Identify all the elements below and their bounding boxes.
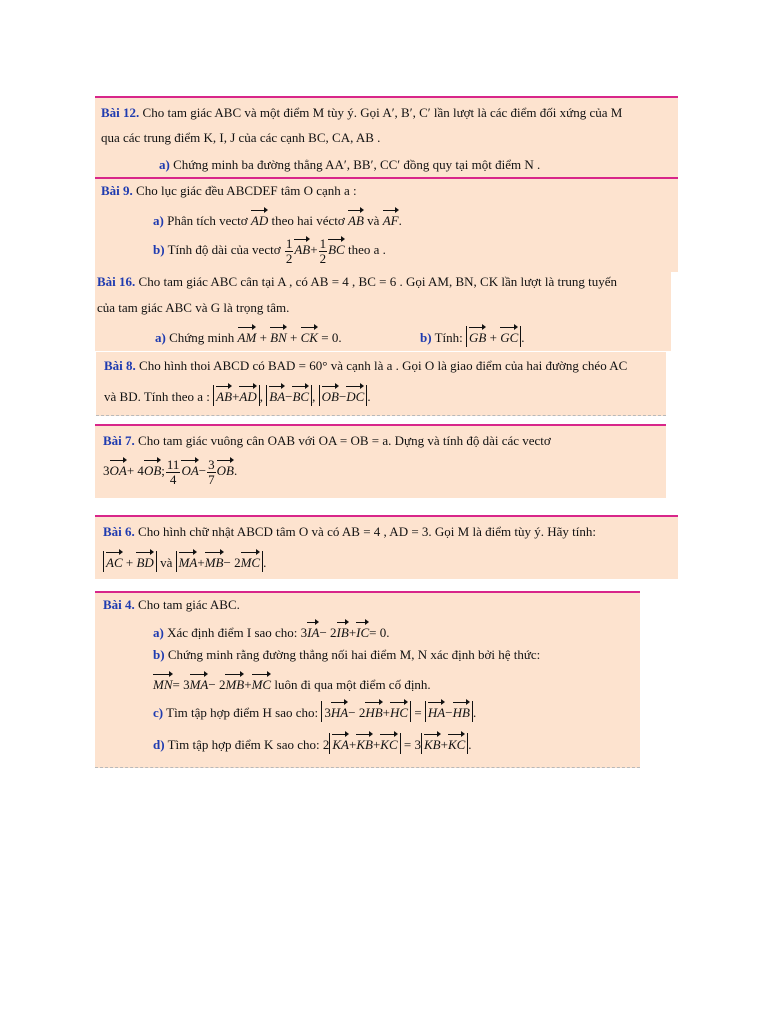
vector: AB [348,209,364,230]
exercise-4-part-b [153,646,540,664]
part-label: b) [153,242,165,258]
vector: AD [239,385,256,406]
exercise-text: Cho hình thoi ABCD có BAD = 60° và cạnh là a . Gọi O là giao điểm của hai đường chéo AC [139,358,628,373]
exercise-16-line1 [97,273,617,291]
fraction [319,237,328,265]
vector: OB [322,385,339,406]
vector: MC [241,551,261,572]
part-text: Tính độ dài của vectơ [167,242,281,258]
fraction [285,237,294,265]
part-label: b) [420,330,432,345]
exercise-12-part-a [159,156,540,174]
absolute-value [321,701,411,722]
exercise-6-line1 [103,523,596,541]
operator: − [445,705,453,720]
operator: + [197,555,205,570]
denominator: 2 [285,250,293,266]
numerator: 1 [319,236,327,251]
operator: + [310,242,318,258]
part-text: theo hai véctơ [271,213,345,228]
absolute-value [319,385,368,406]
denominator: 7 [208,471,215,487]
exercise-4-line1 [103,596,240,614]
exercise-text: Cho tam giác ABC. [138,597,240,612]
exercise-16-part-b [420,326,525,347]
exercise-16-line2: của tam giác ABC và G là trọng tâm. [97,300,290,315]
part-text: Phân tích vectơ [167,213,248,228]
exercise-text: Cho hình chữ nhật ABCD tâm O và có AB = 4 , AD = 3. Gọi M là điểm tùy ý. Hãy tính: [138,524,596,539]
part-text: Chứng minh rằng đường thẳng nối hai điểm M, N xác định bởi hệ thức: [167,647,541,662]
vector: GC [500,326,518,347]
part-label: c) [153,705,164,720]
coefficient: − 2 [348,705,366,720]
part-text: luôn đi qua một điểm cố định. [274,677,431,692]
vector: HB [453,701,470,722]
numerator: 1 [285,236,293,251]
exercise-6-card [95,515,678,579]
punct: . [263,555,267,570]
vector: BD [136,551,153,572]
fraction [166,458,181,486]
exercise-16-card [95,271,671,351]
exercise-label: Bài 9. [101,183,133,198]
vector: KC [448,733,465,754]
denominator: 2 [319,250,327,266]
operator: + [125,555,134,570]
vector: MB [225,673,244,694]
vector: MB [205,551,224,572]
operator: + [372,737,381,752]
exercise-9-part-a [153,209,402,230]
coefficient: + 4 [126,463,144,479]
vector: MA [179,551,198,572]
part-text: Chứng minh [169,330,235,345]
vector: MC [252,673,272,694]
operator: − [198,463,207,479]
operator: − 2 [223,555,241,570]
exercise-7-card [95,424,666,498]
exercise-label: Bài 8. [104,358,136,373]
conjunction: và [160,555,173,570]
exercise-text: Cho lục giác đều ABCDEF tâm O cạnh a : [136,183,357,198]
coefficient: 2 [322,737,330,752]
vector: KA [332,733,349,754]
vector: HB [365,701,382,722]
absolute-value [213,385,260,406]
punct: . [521,330,525,345]
exercise-16-part-a: a) Chứng minh AM + BN + CK = 0. [155,326,342,347]
part-label: a) [155,330,166,345]
vector: IC [356,621,369,642]
vector: IB [337,621,349,642]
vector: BN [270,326,287,347]
coefficient: 3 [103,463,110,479]
punct: . [233,463,238,479]
numerator: 3 [208,457,215,472]
vector: HC [390,701,408,722]
exercise-4-part-d [153,733,472,754]
exercise-7-line2 [103,458,237,486]
exercise-12-card [95,96,678,178]
vector: AB [216,385,232,406]
vector: MN [153,673,173,694]
exercise-text: và BD. Tính theo a : [104,389,210,404]
vector: IA [307,621,319,642]
operator: + [232,389,240,404]
vector: OA [181,459,198,480]
exercise-text: Cho tam giác vuông cân OAB với OA = OB = a. Dựng và tính độ dài các vectơ [138,433,551,448]
vector: OA [110,459,127,480]
vector: AB [294,238,310,259]
exercise-label: Bài 16. [97,274,136,289]
vector: HA [428,701,445,722]
exercise-text: Cho tam giác ABC cân tại A , có AB = 4 , BC = 6 . Gọi AM, BN, CK lần lượt là trung tuyến [138,274,618,289]
absolute-value [176,551,267,572]
coefficient: = 3 [172,677,190,692]
operator: + [382,705,391,720]
absolute-value [266,385,312,406]
punct: . [386,625,390,640]
exercise-4-part-c [153,701,476,722]
vector: OB [217,459,234,480]
part-label: d) [153,737,165,752]
exercise-9-part-b [153,237,386,265]
exercise-8-line2: và BD. Tính theo a : AB+AD , BA−BC , OB−DC . [104,385,371,406]
vector: BC [292,385,309,406]
absolute-value [425,701,473,722]
part-text: Tìm tập hợp điểm K sao cho: [167,737,320,752]
vector: GB [469,326,486,347]
vector: AD [251,209,268,230]
absolute-value [103,551,157,572]
coefficient: 3 [324,705,331,720]
exercise-4-part-a [153,621,390,642]
part-label: b) [153,647,165,662]
punct: . [338,330,342,345]
vector: OB [144,459,161,480]
coefficient: 3 [300,625,308,640]
denominator: 4 [169,471,177,487]
operator: − [338,389,347,404]
exercise-6-line2 [103,551,266,572]
exercise-label: Bài 12. [101,105,140,120]
vector: HA [331,701,348,722]
exercise-label: Bài 6. [103,524,135,539]
numerator: 11 [166,457,180,472]
vector: CK [301,326,318,347]
coefficient: − 2 [208,677,226,692]
part-text: và [367,213,380,228]
part-text: Chứng minh ba đường thẳng AA′, BB′, CC′ đồng quy tại một điểm N . [173,157,541,172]
absolute-value [329,733,400,754]
exercise-label: Bài 7. [103,433,135,448]
equation-rhs: = 0 [321,330,339,345]
exercise-8-line1 [104,357,627,375]
operator: + [348,737,357,752]
part-label: a) [153,625,164,640]
part-label: a) [153,213,164,228]
exercise-4-part-b-formula [153,673,431,694]
operator: + [348,625,357,640]
vector: AF [383,209,399,230]
separator: ; [161,463,165,479]
punct: . [468,737,472,752]
exercise-4-card [95,593,640,768]
part-label: a) [159,157,170,172]
operator: − [285,389,293,404]
exercise-7-line1 [103,432,551,450]
part-text: theo a . [347,242,386,258]
punct: . [472,705,477,720]
vector: KC [380,733,397,754]
fraction [207,458,216,486]
vector: KB [356,733,373,754]
vector: BC [328,238,345,259]
part-text: Tính: [434,330,463,345]
vector: AM [238,326,257,347]
vector: DC [346,385,364,406]
operator: + [244,677,252,692]
vector: KB [424,733,441,754]
exercise-12-line1 [101,104,622,122]
equation-rhs: = 0 [369,625,387,640]
punct: . [398,213,402,228]
vector: BA [269,385,285,406]
coefficient: = 3 [403,737,421,752]
coefficient: − 2 [319,625,337,640]
vector: MA [190,673,209,694]
vector: AC [106,551,123,572]
exercise-8-card [96,352,666,416]
exercise-text: Cho tam giác ABC và một điểm M tùy ý. Gọi A′, B′, C′ lần lượt là các điểm đối xứng của M [142,105,623,120]
part-text: Xác định điểm I sao cho: [167,625,298,640]
part-text: Tìm tập hợp điểm H sao cho: [166,705,319,720]
operator: + [440,737,448,752]
exercise-9-line1 [101,182,357,200]
exercise-label: Bài 4. [103,597,135,612]
absolute-value [421,733,468,754]
operator: = [414,705,422,720]
exercise-12-line2: qua các trung điểm K, I, J của các cạnh BC, CA, AB . [101,130,381,145]
exercise-9-card [95,177,678,272]
absolute-value: GB + GC [466,326,521,347]
